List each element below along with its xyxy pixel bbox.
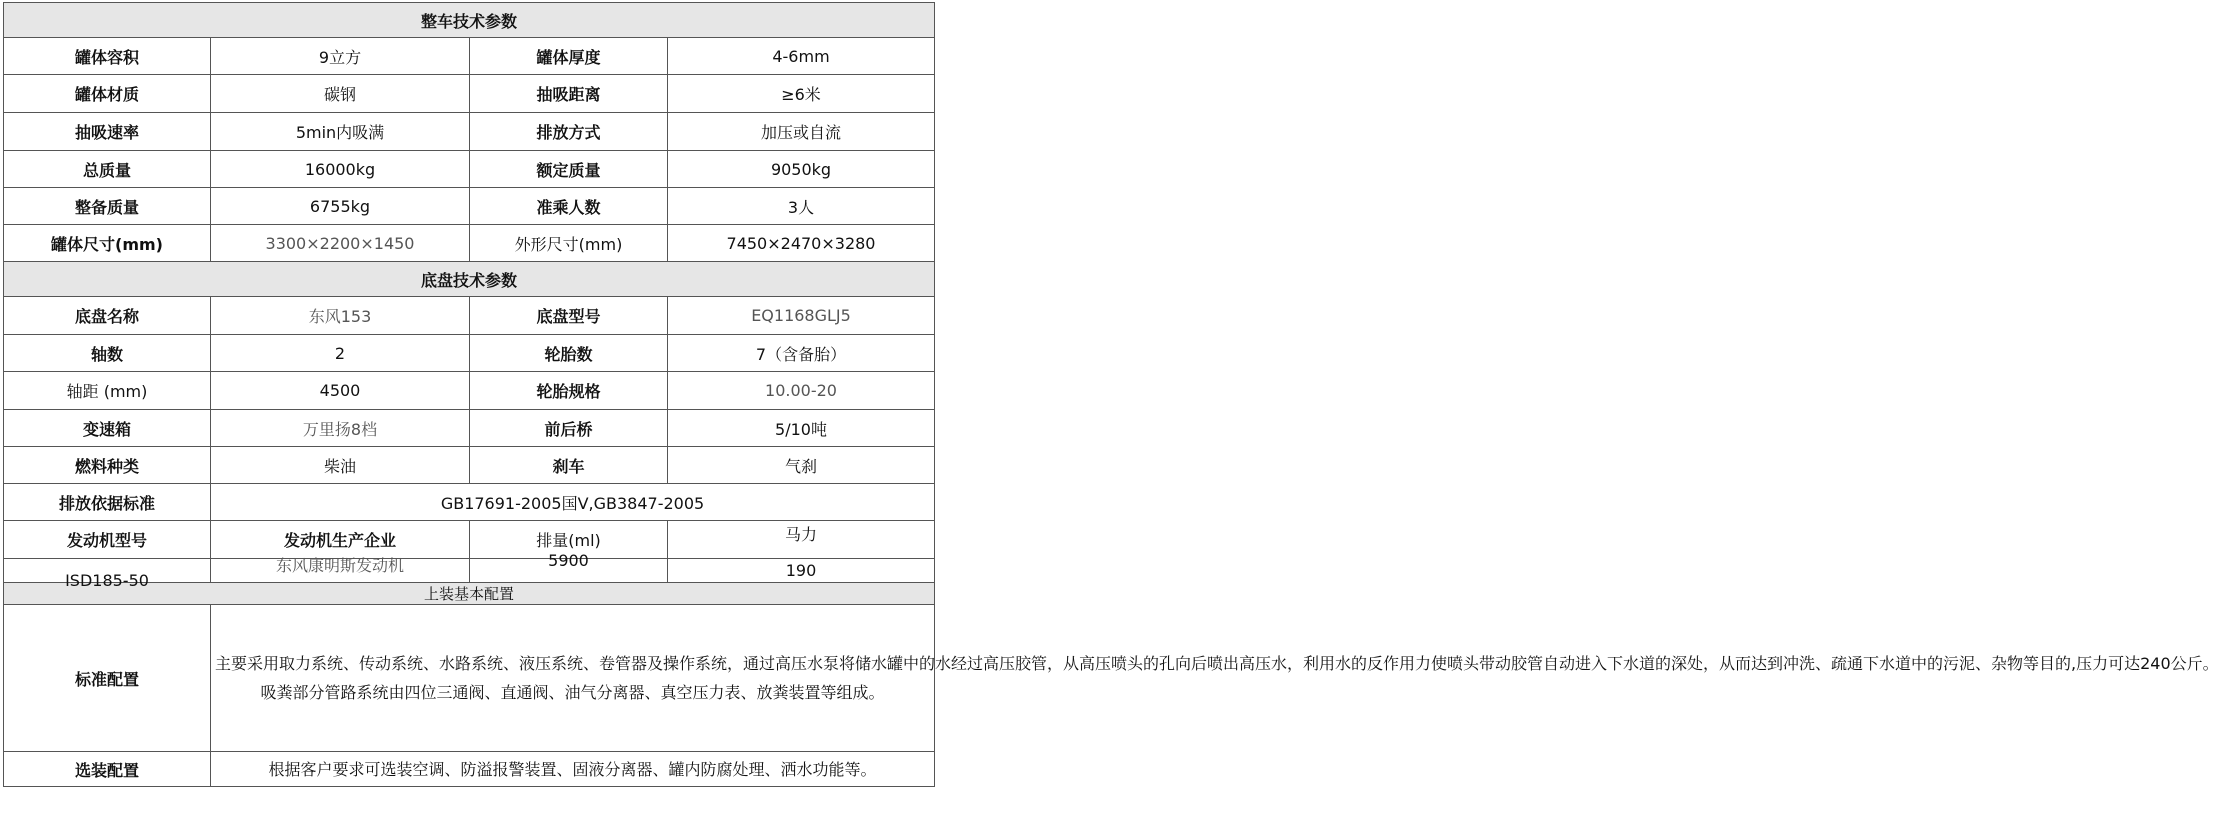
standard-config-paragraph-2: 吸粪部分管路系统由四位三通阀、直通阀、油气分离器、真空压力表、放粪装置等组成。 [260,683,885,702]
value-tire-count: 7（含备胎） [668,335,935,372]
value-engine-model [4,559,211,590]
table-row [4,38,935,75]
label-emission-standard: 排放依据标准 [4,484,211,521]
value-brake: 气刹 [668,447,935,484]
label-optional-config: 选装配置 [4,752,211,787]
engine-value-row [4,559,935,583]
standard-config-paragraph-1: 主要采用取力系统、传动系统、水路系统、液压系统、卷管器及操作系统，通过高压水泵将储水罐中的水经过高压胶管，从高压喷头的孔向后喷出高压水，利用水的反作用力使喷头带动胶管自动进入下水道的深处，从而达到冲洗、疏通下水道中的污泥、杂物等目的,压力可达240公斤。 [215,654,2219,673]
value-tank-size: 3300×2200×1450 [211,225,470,262]
label-chassis-model: 底盘型号 [470,297,668,335]
value-displacement-text: 5900 [548,551,589,570]
table-row [4,188,935,225]
value-tire-spec: 10.00-20 [668,372,935,410]
value-discharge-method: 加压或自流 [668,113,935,151]
table-row [4,335,935,372]
value-displacement [470,551,668,583]
label-tank-thickness: 罐体厚度 [470,38,668,75]
label-standard-config: 标准配置 [4,605,211,752]
table-row [4,484,935,521]
value-axles: 2 [211,335,470,372]
label-tank-size: 罐体尺寸(mm) [4,225,211,262]
engine-header-row [4,521,935,559]
label-chassis-name: 底盘名称 [4,297,211,335]
label-tire-count: 轮胎数 [470,335,668,372]
value-suction-distance: ≥6米 [668,75,935,113]
value-chassis-model: EQ1168GLJ5 [668,297,935,335]
value-engine-maker-text: 东风康明斯发动机 [275,556,404,575]
label-discharge-method: 排放方式 [470,113,668,151]
spec-table [3,2,2219,787]
value-wheelbase: 4500 [211,372,470,410]
value-gearbox: 万里扬8档 [211,410,470,447]
value-axles-front-rear: 5/10吨 [668,410,935,447]
value-suction-rate: 5min内吸满 [211,113,470,151]
section-upper-title: 上装基本配置 [4,583,935,605]
label-brake: 刹车 [470,447,668,484]
table-row [4,410,935,447]
label-displacement: 排量(ml) [470,521,668,559]
value-rated-mass: 9050kg [668,151,935,188]
value-fuel-type: 柴油 [211,447,470,484]
label-passengers: 准乘人数 [470,188,668,225]
table-row [4,113,935,151]
label-fuel-type: 燃料种类 [4,447,211,484]
label-axles-front-rear: 前后桥 [470,410,668,447]
table-row [4,75,935,113]
value-total-mass: 16000kg [211,151,470,188]
label-tank-volume: 罐体容积 [4,38,211,75]
value-tank-thickness: 4-6mm [668,38,935,75]
value-curb-mass: 6755kg [211,188,470,225]
label-tank-material: 罐体材质 [4,75,211,113]
label-gearbox: 变速箱 [4,410,211,447]
table-row [4,372,935,410]
value-passengers: 3人 [668,188,935,225]
table-row [4,225,935,262]
value-optional-config: 根据客户要求可选装空调、防溢报警装置、固液分离器、罐内防腐处理、洒水功能等。 [211,752,935,787]
section-vehicle-title: 整车技术参数 [4,3,935,38]
label-total-mass: 总质量 [4,151,211,188]
optional-config-row [4,752,935,787]
value-overall-size: 7450×2470×3280 [668,225,935,262]
label-power-text: 马力 [785,525,818,544]
label-suction-rate: 抽吸速率 [4,113,211,151]
value-engine-maker [211,556,470,583]
label-rated-mass: 额定质量 [470,151,668,188]
label-tire-spec: 轮胎规格 [470,372,668,410]
table-row [4,151,935,188]
label-power [668,521,935,559]
value-power: 190 [668,559,935,583]
standard-config-row [4,605,935,752]
value-engine-model-text: ISD185-50 [65,571,149,590]
value-standard-config [211,605,2219,752]
label-wheelbase: 轴距 (mm) [4,372,211,410]
label-engine-model: 发动机型号 [4,521,211,559]
label-suction-distance: 抽吸距离 [470,75,668,113]
table-row [4,297,935,335]
value-tank-material: 碳钢 [211,75,470,113]
label-axles: 轴数 [4,335,211,372]
value-chassis-name: 东风153 [211,297,470,335]
section-chassis-title: 底盘技术参数 [4,262,935,297]
value-emission-standard: GB17691-2005国Ⅴ,GB3847-2005 [211,484,935,521]
label-curb-mass: 整备质量 [4,188,211,225]
label-engine-maker: 发动机生产企业 [211,521,470,559]
table-row [4,447,935,484]
label-overall-size: 外形尺寸(mm) [470,225,668,262]
value-tank-volume: 9立方 [211,38,470,75]
